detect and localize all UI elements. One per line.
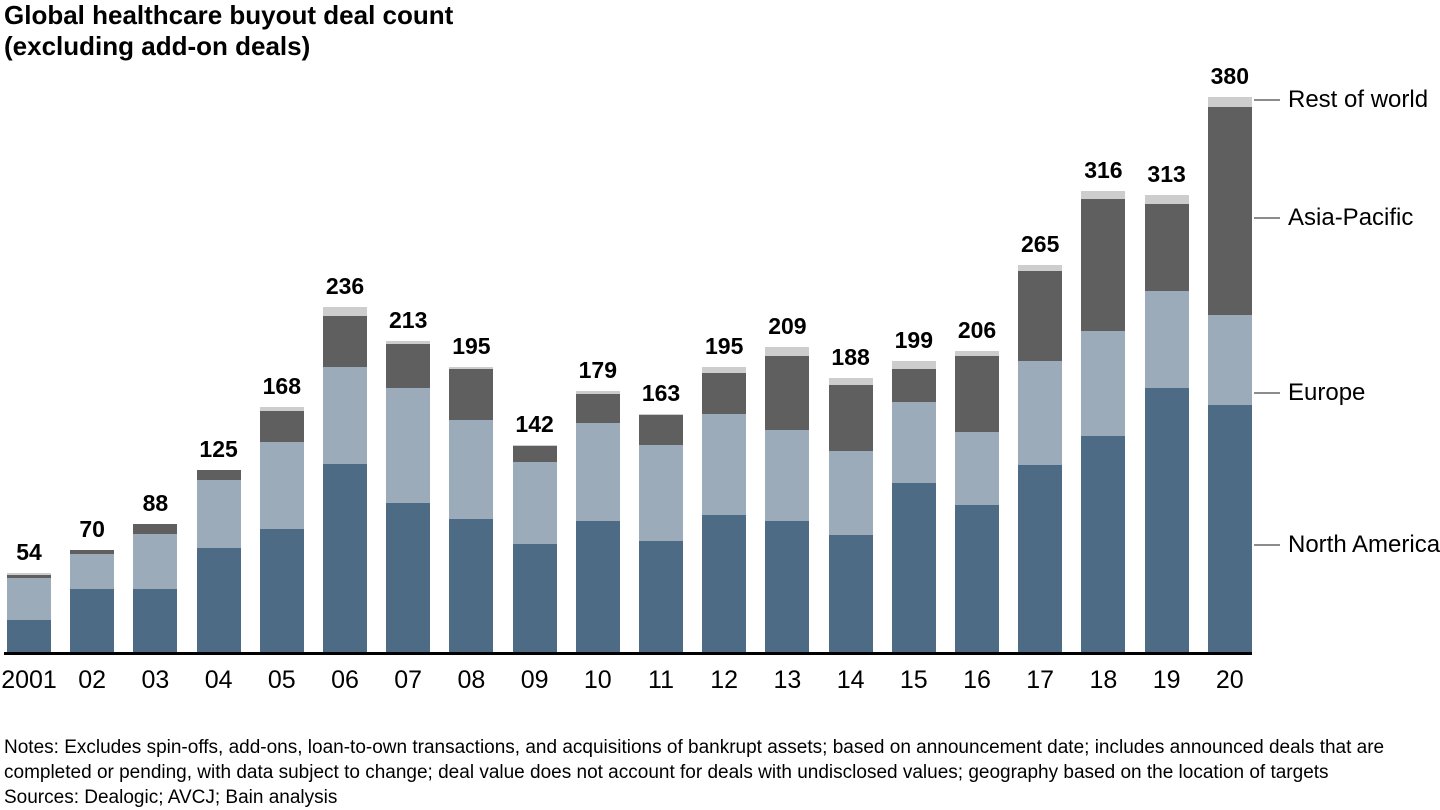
bar-20-segment-europe (1208, 315, 1252, 406)
bar-20-segment-north-america (1208, 405, 1252, 652)
legend-label-rest-of-world: Rest of world (1288, 86, 1429, 113)
bar-17-segment-asia-pacific (1018, 271, 1062, 362)
x-axis-label-10: 10 (583, 666, 612, 694)
bar-12-segment-asia-pacific (702, 373, 746, 414)
bar-05-segment-rest-of-world (260, 407, 304, 411)
x-axis-label-18: 18 (1089, 666, 1118, 694)
bar-2001-segment-rest-of-world (7, 573, 51, 574)
bar-12-segment-europe (702, 414, 746, 515)
bar-19-segment-asia-pacific (1145, 204, 1189, 292)
bar-07-segment-rest-of-world (386, 341, 430, 344)
bar-18-segment-north-america (1081, 436, 1125, 652)
bar-15-segment-asia-pacific (892, 369, 936, 403)
bar-04-total-label: 125 (199, 435, 238, 462)
bar-13-segment-asia-pacific (765, 356, 809, 430)
bar-2001-segment-europe (7, 578, 51, 620)
bar-2001-total-label: 54 (16, 539, 42, 566)
x-axis-label-12: 12 (710, 666, 739, 694)
bar-19-total-label: 313 (1147, 161, 1186, 188)
bar-17-total-label: 265 (1021, 231, 1060, 258)
legend-tick-europe (1254, 392, 1280, 394)
bar-08-segment-north-america (449, 519, 493, 652)
bar-07-segment-asia-pacific (386, 344, 430, 388)
bar-15-total-label: 199 (894, 327, 933, 354)
x-axis-label-16: 16 (963, 666, 991, 694)
bar-02-total-label: 70 (79, 515, 105, 542)
bar-03-segment-north-america (133, 589, 177, 652)
footnote-line1: Notes: Excludes spin-offs, add-ons, loan-to-own transactions, and acquisitions of bankrupt assets; based on announcement date; includes announced deals that are (4, 737, 1385, 758)
footnote-sources: Sources: Dealogic; AVCJ; Bain analysis (4, 787, 338, 808)
legend-tick-asia-pacific (1254, 217, 1280, 219)
bar-18-total-label: 316 (1084, 156, 1123, 183)
bar-08-segment-rest-of-world (449, 367, 493, 368)
bar-14-total-label: 188 (831, 343, 870, 370)
x-axis-label-09: 09 (520, 666, 549, 694)
bar-12-total-label: 195 (705, 333, 744, 360)
x-axis-label-08: 08 (457, 666, 486, 694)
bar-11-segment-europe (639, 445, 683, 541)
x-axis-label-2001: 2001 (1, 666, 57, 694)
bar-09-segment-europe (513, 462, 557, 544)
x-axis-label-03: 03 (141, 666, 170, 694)
bar-11-segment-rest-of-world (639, 414, 683, 415)
bar-16-segment-rest-of-world (955, 351, 999, 355)
bar-16-segment-north-america (955, 505, 999, 652)
bar-14-segment-rest-of-world (829, 378, 873, 385)
bar-07-segment-north-america (386, 503, 430, 652)
bar-09-segment-rest-of-world (513, 445, 557, 446)
x-axis-label-20: 20 (1215, 666, 1244, 694)
bar-14-segment-asia-pacific (829, 385, 873, 451)
bar-18-segment-rest-of-world (1081, 191, 1125, 200)
legend-tick-north-america (1254, 544, 1280, 546)
bar-15-segment-europe (892, 402, 936, 482)
bar-14-segment-north-america (829, 535, 873, 652)
bar-08-segment-asia-pacific (449, 369, 493, 420)
bar-06-segment-europe (323, 367, 367, 463)
x-axis-label-17: 17 (1026, 666, 1055, 694)
legend-label-north-america: North America (1288, 531, 1440, 558)
bar-15-segment-rest-of-world (892, 361, 936, 368)
bar-15-segment-north-america (892, 483, 936, 652)
bar-17-segment-rest-of-world (1018, 265, 1062, 271)
bar-06-segment-rest-of-world (323, 307, 367, 316)
bar-13-total-label: 209 (768, 312, 807, 339)
bar-13-segment-rest-of-world (765, 347, 809, 356)
bar-10-segment-north-america (576, 521, 620, 652)
bar-11-segment-north-america (639, 541, 683, 652)
legend-label-europe: Europe (1288, 379, 1366, 406)
bar-04-segment-north-america (197, 548, 241, 652)
bar-06-segment-asia-pacific (323, 316, 367, 367)
bar-05-segment-asia-pacific (260, 411, 304, 442)
bar-05-total-label: 168 (262, 372, 301, 399)
bar-10-total-label: 179 (578, 356, 617, 383)
bar-02-segment-europe (70, 554, 114, 589)
bar-10-segment-europe (576, 423, 620, 521)
bar-16-segment-europe (955, 432, 999, 505)
footnote-line2: completed or pending, with data subject to change; deal value does not account for deals with undisclosed values; geography based on the location of targets (4, 762, 1329, 783)
bar-03-segment-europe (133, 534, 177, 589)
bar-09-segment-north-america (513, 544, 557, 652)
bar-14-segment-europe (829, 451, 873, 536)
bar-20-segment-rest-of-world (1208, 97, 1252, 107)
bar-07-total-label: 213 (389, 307, 428, 334)
x-axis-label-02: 02 (78, 666, 107, 694)
bar-2001-segment-north-america (7, 620, 51, 652)
bar-09-segment-asia-pacific (513, 446, 557, 462)
bar-13-segment-europe (765, 430, 809, 521)
bar-10-segment-asia-pacific (576, 394, 620, 423)
bar-09-total-label: 142 (515, 410, 554, 437)
bar-2001-segment-asia-pacific (7, 575, 51, 578)
bar-17-segment-europe (1018, 361, 1062, 465)
bar-11-total-label: 163 (641, 380, 681, 407)
chart-title-line2: (excluding add-on deals) (4, 31, 311, 61)
bar-03-segment-asia-pacific (133, 524, 177, 534)
x-axis-label-04: 04 (204, 666, 233, 694)
bar-19-segment-rest-of-world (1145, 195, 1189, 204)
bar-02-segment-asia-pacific (70, 550, 114, 554)
footnotes (4, 735, 1438, 810)
bar-11-segment-asia-pacific (639, 415, 683, 444)
x-axis-label-19: 19 (1152, 666, 1181, 694)
chart-title-line1: Global healthcare buyout deal count (4, 0, 454, 30)
bar-08-segment-europe (449, 420, 493, 519)
bar-04-segment-asia-pacific (197, 470, 241, 480)
bar-16-segment-asia-pacific (955, 356, 999, 432)
bar-13-segment-north-america (765, 521, 809, 652)
bar-20-segment-asia-pacific (1208, 107, 1252, 314)
x-axis-label-11: 11 (648, 666, 674, 694)
x-axis-label-13: 13 (773, 666, 802, 694)
bar-17-segment-north-america (1018, 465, 1062, 652)
x-axis-label-05: 05 (267, 666, 296, 694)
bar-03-total-label: 88 (142, 489, 169, 516)
bar-19-segment-europe (1145, 291, 1189, 387)
legend-label-asia-pacific: Asia-Pacific (1288, 204, 1414, 231)
x-axis-label-06: 06 (331, 666, 359, 694)
x-axis-label-07: 07 (394, 666, 423, 694)
bar-12-segment-north-america (702, 515, 746, 652)
x-axis-label-15: 15 (899, 666, 928, 694)
x-axis-label-14: 14 (836, 666, 865, 694)
bar-05-segment-europe (260, 442, 304, 530)
bar-20-total-label: 380 (1210, 63, 1249, 90)
bar-04-segment-europe (197, 480, 241, 549)
bar-02-segment-north-america (70, 589, 114, 652)
bar-06-total-label: 236 (325, 273, 365, 300)
bar-16-total-label: 206 (957, 317, 997, 344)
bar-10-segment-rest-of-world (576, 391, 620, 394)
bar-07-segment-europe (386, 388, 430, 503)
x-axis-line (4, 652, 1252, 655)
bar-08-total-label: 195 (452, 333, 491, 360)
bar-06-segment-north-america (323, 464, 367, 652)
legend-tick-rest-of-world (1254, 99, 1280, 101)
bar-19-segment-north-america (1145, 388, 1189, 652)
bar-18-segment-asia-pacific (1081, 199, 1125, 330)
bar-18-segment-europe (1081, 331, 1125, 436)
bar-05-segment-north-america (260, 529, 304, 652)
bar-12-segment-rest-of-world (702, 367, 746, 373)
